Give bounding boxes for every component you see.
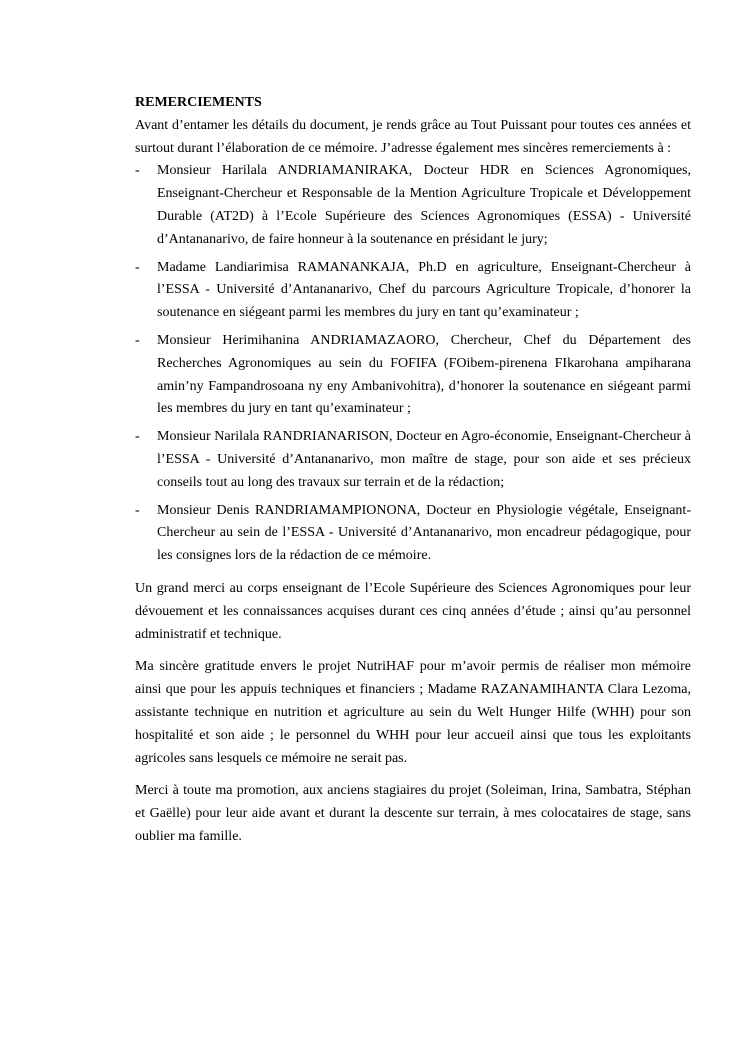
paragraph-project: Ma sincère gratitude envers le projet NutriHAF pour m’avoir permis de réaliser mon mémoire ainsi que pour les appuis techniques et financiers ; Madame RAZANAMIHANTA Clara Lezoma, assistante technique en nutrition et agriculture au sein du Welt Hunger Hilfe (WHH) pour son hospitalité et son aide ; le personnel du WHH pour leur accueil ainsi que tous les exploitants agricoles sans lesquels ce mémoire ne serait pas. [135,659,691,766]
list-marker: - [135,259,140,275]
list-item-text: Monsieur Narilala RANDRIANARISON, Docteur en Agro-économie, Enseignant-Chercheur à l’ESSA - Université d’Antananarivo, mon maître de stage, pour son aide et ses précieux conseils tout au long des travaux sur terrain et de la rédaction; [157,429,691,490]
intro-paragraph: Avant d’entamer les détails du document, je rends grâce au Tout Puissant pour toutes ces années et surtout durant l’élaboration de ce mémoire. J’adresse également mes sincères remerciements à : [135,117,691,156]
list-item-text: Madame Landiarimisa RAMANANKAJA, Ph.D en agriculture, Enseignant-Chercheur à l’ESSA - Université d’Antananarivo, Chef du parcours Agriculture Tropicale, d’honorer la soutenance en siégeant parmi les membres du jury en tant qu’examinateur ; [157,259,691,321]
list-item [135,257,691,325]
list-item [135,160,691,251]
list-item-text: Monsieur Herimihanina ANDRIAMAZAORO, Chercheur, Chef du Département des Recherches Agronomiques au sein du FOFIFA (FOibem-pirenena FIkarohana ampiharana amin’ny Fampandrosoana ny eny Ambanivohitra), d’honorer la soutenance en siégeant parmi les membres du jury en tant qu’examinateur ; [157,332,691,417]
paragraph-promotion: Merci à toute ma promotion, aux anciens stagiaires du projet (Soleiman, Irina, Sambatra, Stéphan et Gaëlle) pour leur aide avant et durant la descente sur terrain, à mes colocataires de stage, sans oublier ma famille. [135,783,691,844]
list-marker: - [135,429,140,445]
list-item [135,330,691,421]
list-marker: - [135,163,140,179]
document-page [135,92,691,849]
list-item-text: Monsieur Denis RANDRIAMAMPIONONA, Docteur en Physiologie végétale, Enseignant-Chercheur au sein de l’ESSA - Université d’Antananarivo, mon encadreur pédagogique, pour les consignes lors de la rédaction de ce mémoire. [157,502,691,564]
acknowledgement-list [135,160,691,568]
list-marker: - [135,332,140,348]
list-item [135,500,691,568]
section-title: REMERCIEMENTS [135,95,262,110]
list-marker: - [135,502,140,518]
list-item [135,426,691,494]
paragraph-teachers: Un grand merci au corps enseignant de l’Ecole Supérieure des Sciences Agronomiques pour leur dévouement et les connaissances acquises durant ces cinq années d’étude ; ainsi qu’au personnel administratif et technique. [135,580,691,642]
list-item-text: Monsieur Harilala ANDRIAMANIRAKA, Docteur HDR en Sciences Agronomiques, Enseignant-Chercheur et Responsable de la Mention Agriculture Tropicale et Développement Durable (AT2D) à l’Ecole Supérieure des Sciences Agronomiques (ESSA) - Université d’Antananarivo, de faire honneur à la soutenance en présidant le jury; [157,163,691,247]
